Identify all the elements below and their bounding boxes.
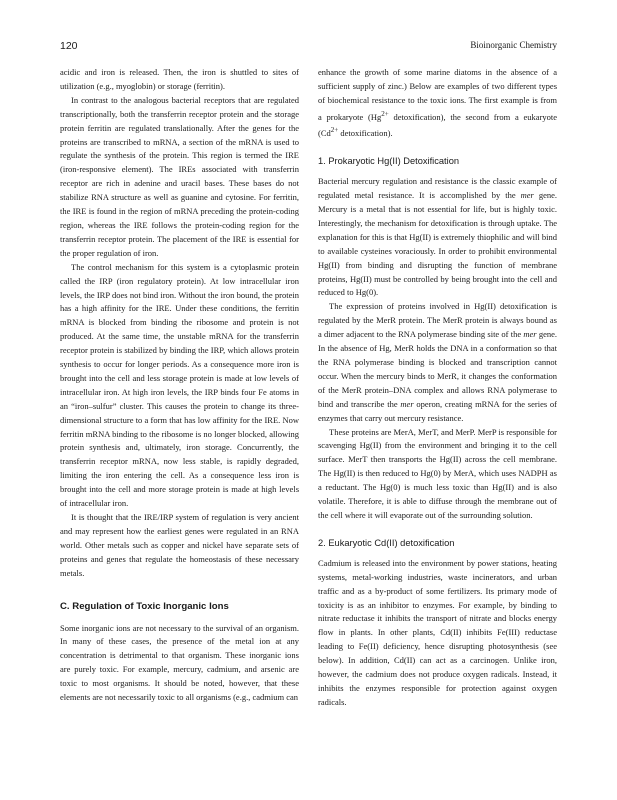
text-run: The expression of proteins involved in Hg(II) detoxification is regulated by the MerR protein. The MerR protein is always bound as a dimer adjacent to the RNA polymerase binding site of the xyxy=(318,301,557,340)
subsection-heading-cd: 2. Eukaryotic Cd(II) detoxification xyxy=(318,537,455,548)
text-run: detoxification). xyxy=(338,128,393,139)
paragraph xyxy=(318,66,557,141)
text-run: gene. Mercury is a metal that is not essential for life, but is highly toxic. Interestingly, the mechanism for detoxification is through uptake. The explanation for this is that Hg(II) is extremely thiophilic and will bind to available cysteines voraciously. In order to prohibit environmental Hg(II) from binding and disrupting the function of membrane proteins, Hg(II) must be controlled by being brought into the cell and reduced to Hg(0). xyxy=(318,190,557,298)
running-head: Bioinorganic Chemistry xyxy=(470,40,557,50)
paragraph: Cadmium is released into the environment by power stations, heating systems, metal-working industries, waste incinerators, and urban traffic and as a by-product of some fertilizers. Its primary mode of toxicity is as an inhibitor to enzymes. For example, by binding to nitrate reductase it inhibits the transport of nitrate and blocks energy flow in plants. In other plants, Cd(II) inhibits Fe(III) reductase leading to Fe(II) deficiency, hence disrupting photosynthesis (see below). In addition, Cd(II) can act as a carcinogen. Unlike iron, however, the cadmium does not produce oxygen radicals. Instead, it inhibits the enzymes responsible for protection against oxygen radicals. xyxy=(318,557,557,707)
paragraph: Some inorganic ions are not necessary to the survival of an organism. In many of these cases, the presence of the metal ion at any concentration is detrimental to that organism. These inorganic ions are purely toxic. For example, mercury, cadmium, and arsenic are toxic to most organisms. It should be noted, however, that these elements are not necessarily toxic to all organisms (e.g., cadmium can xyxy=(60,622,299,703)
paragraph xyxy=(318,300,557,425)
text-run: detoxification), the second from a eukaryote (Cd xyxy=(318,111,557,139)
charge-superscript: 2+ xyxy=(330,126,339,135)
paragraph: These proteins are MerA, MerT, and MerP. MerP is responsible for scavenging Hg(II) from the environment and bringing it to the cell surface. MerT then transports the Hg(II) across the cell membrane. The Hg(II) is then reduced to Hg(0) by MerA, which uses NADPH as a reductant. The Hg(0) is much less toxic than Hg(II) and is also volatile. Therefore, it is able to diffuse through the membrane out of the cell where it will evaporate out of the surrounding solution. xyxy=(318,426,557,520)
text-run: enhance the growth of some marine diatoms in the absence of a sufficient supply of zinc.) Below are examples of two different types of biochemical resistance to the toxic ions. The first example is from a prokaryote (Hg xyxy=(318,67,557,122)
text-run: gene. In the absence of Hg, MerR holds the DNA in a conformation so that the RNA polymerase binding is blocked and transcription cannot occur. When the mercury binds to MerR, it changes the conformation of the MerR protein–DNA complex and allows RNA polymerase to bind and transcribe the xyxy=(318,329,557,409)
subsection-heading-hg: 1. Prokaryotic Hg(II) Detoxification xyxy=(318,156,460,167)
paragraph xyxy=(318,175,557,300)
left-column xyxy=(60,66,299,705)
section-heading-c: C. Regulation of Toxic Inorganic Ions xyxy=(60,600,229,612)
paragraph: In contrast to the analogous bacterial receptors that are regulated transcriptionally, both the transferrin receptor protein and the storage protein ferritin are regulated translationally. After the genes for the proteins are transcribed to mRNA, a section of the mRNA is used to regulate the synthesis of the protein. This region is termed the IRE (iron-responsive element). The IREs associated with transferrin receptor are rich in adenine and uracil bases. These bases do not stabilize RNA structure as well as guanine and cytosine. For ferritin, the IRE is found in the region of mRNA preceding the protein-coding region, whereas the IRE follows the protein-coding region for the transferrin receptor protein. The placement of the IRE is essential for the proper regulation of iron. xyxy=(60,94,299,258)
charge-superscript: 2+ xyxy=(381,109,389,118)
gene-name: mer xyxy=(520,190,534,201)
right-column xyxy=(318,66,557,710)
text-run: Bacterial mercury regulation and resistance is the classic example of regulated metal resistance. It is accomplished by the xyxy=(318,176,557,201)
text-run: operon, creating mRNA for the series of enzymes that carry out mercury resistance. xyxy=(318,398,558,423)
paragraph: It is thought that the IRE/IRP system of regulation is very ancient and may represent how the earliest genes were regulated in an RNA world. Other metals such as copper and nickel have separate sets of proteins and genes that regulate the homeostasis of these necessary metals. xyxy=(60,512,299,578)
page-header xyxy=(60,40,557,54)
paragraph: acidic and iron is released. Then, the iron is shuttled to sites of utilization (e.g., myoglobin) or storage (ferritin). xyxy=(60,67,299,91)
gene-name: mer xyxy=(400,398,414,409)
page-number: 120 xyxy=(60,40,78,52)
gene-name: mer xyxy=(523,329,537,340)
paragraph: The control mechanism for this system is a cytoplasmic protein called the IRP (iron regulatory protein). At low intracellular iron levels, the IRP does not bind iron. Without the iron bound, the protein has a high affinity for the IRE. Under these conditions, the ferritin mRNA is blocked from binding the ribosome and protein is not produced. At the same time, the unstable mRNA for the transferrin receptor protein is stabilized by binding the IRP, which allows protein synthesis to occur for longer periods. As a consequence more iron is brought into the cell and less storage protein is made at low levels of intracellular iron. At high iron levels, the IRP binds four Fe atoms in an “iron–sulfur” cluster. This causes the protein to change its three-dimensional structure to a form that has low affinity for the IRE. Now ferritin mRNA binding to the ribosome is no longer blocked, allowing protein synthesis and, ultimately, iron storage. Concurrently, the transferrin receptor mRNA, now less stable, is rapidly degraded, limiting the iron entering the cell. As a consequence less iron is brought into the cell and more storage protein is made at high levels of intracellular iron. xyxy=(60,261,299,509)
